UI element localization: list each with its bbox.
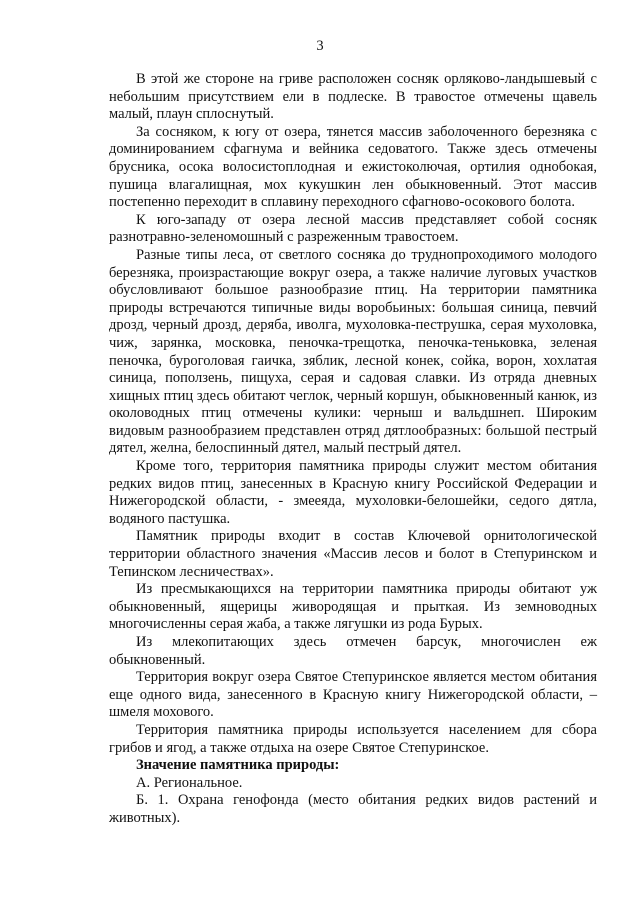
paragraph-ornithological-area: Памятник природы входит в состав Ключевой орнитологической территории областного значения «Массив лесов и болот в Степуринском и Тепинском лесничествах». [109, 528, 597, 580]
paragraph-birch-swamp: За сосняком, к югу от озера, тянется массив заболоченного березняка с доминированием сфагнума и вейника седоватого. Также здесь отмечены брусника, осока волосистоплодная и ежистоколючая, ортилия однобокая, пушица влагалищная, мох кукушкин лен обыкновенный. Этот массив постепенно переходит в сплавину переходного сфагново-осокового болота. [109, 123, 597, 211]
paragraph-bumblebee: Территория вокруг озера Святое Степуринское является местом обитания еще одного вида, занесенного в Красную книгу Нижегородской области, – шмеля мохового. [109, 669, 597, 721]
significance-item-genepool: Б. 1. Охрана генофонда (место обитания редких видов растений и животных). [109, 792, 597, 826]
document-body [109, 71, 597, 828]
significance-item-regional: А. Региональное. [136, 774, 243, 791]
paragraph-reptiles: Из пресмыкающихся на территории памятника природы обитают уж обыкновенный, ящерицы живородящая и прыткая. Из земноводных многочисленны серая жаба, а также лягушки из рода Бурых. [109, 581, 597, 633]
paragraph-recreation: Территория памятника природы используется населением для сбора грибов и ягод, а также отдыха на озере Святое Степуринское. [109, 721, 597, 756]
paragraph-pine-forest: В этой же стороне на гриве расположен сосняк орляково-ландышевый с небольшим присутствием ели в подлеске. В травостое отмечены щавель малый, плаун сплоснутый. [109, 71, 597, 123]
paragraph-southwest-forest: К юго-западу от озера лесной массив представляет собой сосняк разнотравно-зеленомошный с разреженным травостоем. [109, 211, 597, 246]
paragraph-rare-birds: Кроме того, территория памятника природы служит местом обитания редких видов птиц, занесенных в Красную книгу Российской Федерации и Нижегородской области, - змееяда, мухоловки-белошейки, седого дятла, водяного пастушка. [109, 458, 597, 527]
significance-heading: Значение памятника природы: [136, 757, 340, 774]
page-number: 3 [316, 38, 324, 54]
paragraph-birds: Разные типы леса, от светлого сосняка до труднопроходимого молодого березняка, произрастающие вокруг озера, а также наличие луговых участков обусловливают большое разнообразие птиц. На территории памятника природы встречаются типичные виды воробьиных: большая синица, певчий дрозд, черный дрозд, деряба, иволга, мухоловка-пеструшка, серая мухоловка, чиж, зарянка, московка, пеночка-трещотка, пеночка-теньковка, зеленая пеночка, буроголовая гаичка, зяблик, лесной конек, сойка, ворон, хохлатая синица, поползень, пищуха, серая и садовая славки. Из отряда дневных хищных птиц здесь обитают чеглок, черный коршун, обыкновенный канюк, из околоводных птиц отмечены кулики: черныш и вальдшнеп. Широким видовым разнообразием представлен отряд дятлообразных: большой пестрый дятел, желна, белоспинный дятел, малый пестрый дятел. [109, 246, 597, 457]
paragraph-mammals: Из млекопитающих здесь отмечен барсук, многочислен еж обыкновенный. [109, 634, 597, 668]
